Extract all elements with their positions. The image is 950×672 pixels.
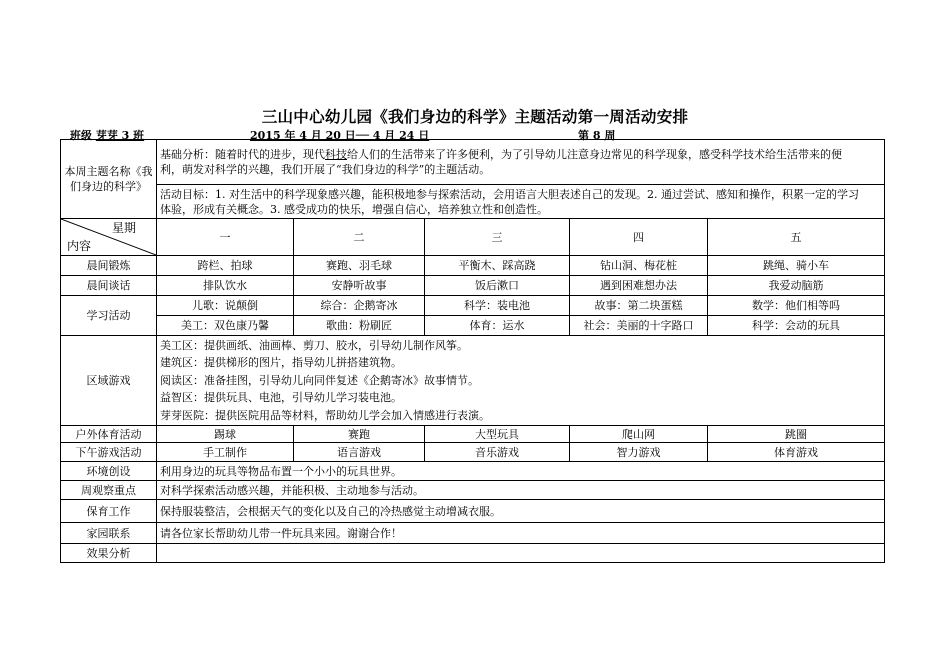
table-cell: 饭后漱口 (425, 276, 570, 296)
table-cell: 智力游戏 (570, 443, 708, 462)
afternoon-games-row (61, 443, 885, 462)
basic-analysis (157, 140, 885, 185)
row-label: 学习活动 (61, 296, 157, 336)
day-header: 一 (157, 219, 294, 256)
home-contact-row (61, 523, 885, 544)
days-header-row (61, 219, 885, 256)
care-text: 保持服装整洁，会根据天气的变化以及自己的冷热感觉主动增减衣服。 (157, 500, 885, 523)
area-games-row (61, 336, 885, 426)
analysis-prefix: 基础分析：随着时代的进步，现代 (160, 148, 325, 161)
week-number: 第 8 周 (578, 129, 616, 142)
table-cell: 跨栏、拍球 (157, 256, 294, 276)
table-cell: 钻山洞、梅花桩 (570, 256, 708, 276)
row-label: 晨间锻炼 (61, 256, 157, 276)
outdoor-sports-row (61, 426, 885, 443)
content-label: 内容 (67, 239, 92, 253)
table-cell: 科学：会动的玩具 (708, 316, 885, 336)
table-cell: 手工制作 (157, 443, 294, 462)
row-label: 保育工作 (61, 500, 157, 523)
list-item: 阅读区：准备挂图，引导幼儿向同伴复述《企鹅寄冰》故事情节。 (160, 373, 479, 387)
table-cell: 美工：双色康乃馨 (157, 316, 294, 336)
area-games-list (157, 336, 885, 426)
goal-line-2: 体验，形成有关概念。3. 感受成功的快乐，增强自信心，培养独立性和创造性。 (160, 202, 548, 216)
table-cell: 社会：美丽的十字路口 (570, 316, 708, 336)
analysis-keyword: 科技 (325, 148, 347, 161)
learning-row-2 (61, 316, 885, 336)
day-header: 三 (425, 219, 570, 256)
day-header: 四 (570, 219, 708, 256)
class-value: 芽芽 3 班 (95, 129, 145, 142)
class-label: 班级 (70, 129, 92, 142)
date-range: 2015 年 4 月 20 日── 4 月 24 日 (250, 129, 430, 142)
table-cell: 跳圈 (708, 426, 885, 443)
analysis-rest: 给人们的生活带来了许多便利，为了引导幼儿注意身边常见的科学现象，感受科学技术给生活带来的便 (347, 148, 842, 161)
table-cell: 安静听故事 (294, 276, 425, 296)
weekly-focus-text: 对科学探索活动感兴趣，并能积极、主动地参与活动。 (157, 481, 885, 500)
table-row (61, 140, 885, 185)
table-cell: 赛跑、羽毛球 (294, 256, 425, 276)
row-label: 效果分析 (61, 544, 157, 563)
table-cell: 踢球 (157, 426, 294, 443)
morning-talk-row (61, 276, 885, 296)
table-cell: 儿歌：说颠倒 (157, 296, 294, 316)
effect-analysis-row (61, 544, 885, 563)
theme-name-label: 本周主题名称《我们身边的科学》 (61, 140, 157, 219)
table-cell: 数学：他们相等吗 (708, 296, 885, 316)
goal-line-1: 活动目标：1. 对生活中的科学现象感兴趣，能积极地参与探索活动，会用语言大胆表述自己的发现。2. 通过尝试、感知和操作，积累一定的学习 (160, 187, 859, 201)
table-cell: 科学：装电池 (425, 296, 570, 316)
list-item: 益智区：提供玩具、电池，引导幼儿学习装电池。 (160, 391, 402, 405)
row-label: 户外体育活动 (61, 426, 157, 443)
table-cell: 我爱动脑筋 (708, 276, 885, 296)
care-row (61, 500, 885, 523)
row-label: 晨间谈话 (61, 276, 157, 296)
table-cell: 跳绳、骑小车 (708, 256, 885, 276)
day-header: 二 (294, 219, 425, 256)
day-header: 五 (708, 219, 885, 256)
row-label: 家园联系 (61, 523, 157, 544)
table-cell: 赛跑 (294, 426, 425, 443)
table-cell: 体育游戏 (708, 443, 885, 462)
activity-plan-table (60, 139, 885, 563)
page-title: 三山中心幼儿园《我们身边的科学》主题活动第一周活动安排 (261, 107, 689, 126)
table-cell: 音乐游戏 (425, 443, 570, 462)
weekday-label: 星期 (111, 221, 136, 235)
table-cell: 平衡木、踩高跷 (425, 256, 570, 276)
home-contact-text: 请各位家长帮助幼儿带一件玩具来园。谢谢合作！ (157, 523, 885, 544)
morning-exercise-row (61, 256, 885, 276)
learning-row-1 (61, 296, 885, 316)
environment-text: 利用身边的玩具等物品布置一个小小的玩具世界。 (157, 462, 885, 481)
environment-row (61, 462, 885, 481)
table-cell: 爬山网 (570, 426, 708, 443)
table-row (61, 185, 885, 219)
table-cell: 遇到困难想办法 (570, 276, 708, 296)
weekly-focus-row (61, 481, 885, 500)
table-cell: 歌曲：粉刷匠 (294, 316, 425, 336)
list-item: 建筑区：提供梯形的图片，指导幼儿拼搭建筑物。 (160, 356, 402, 370)
analysis-line-2: 利，萌发对科学的兴趣，我们开展了“我们身边的科学”的主题活动。 (160, 163, 491, 176)
effect-analysis-text (157, 544, 885, 563)
row-label: 环境创设 (61, 462, 157, 481)
table-cell: 综合：企鹅寄冰 (294, 296, 425, 316)
table-cell: 体育：运水 (425, 316, 570, 336)
weekday-content-corner (61, 219, 157, 256)
list-item: 芽芽医院：提供医院用品等材料，帮助幼儿学会加入情感进行表演。 (160, 408, 490, 422)
table-cell: 排队饮水 (157, 276, 294, 296)
table-cell: 故事：第二块蛋糕 (570, 296, 708, 316)
row-label: 区域游戏 (61, 336, 157, 426)
list-item: 美工区：提供画纸、油画棒、剪刀、胶水，引导幼儿制作风筝。 (160, 338, 468, 352)
row-label: 周观察重点 (61, 481, 157, 500)
row-label: 下午游戏活动 (61, 443, 157, 462)
table-cell: 大型玩具 (425, 426, 570, 443)
activity-goals (157, 185, 885, 219)
table-cell: 语言游戏 (294, 443, 425, 462)
